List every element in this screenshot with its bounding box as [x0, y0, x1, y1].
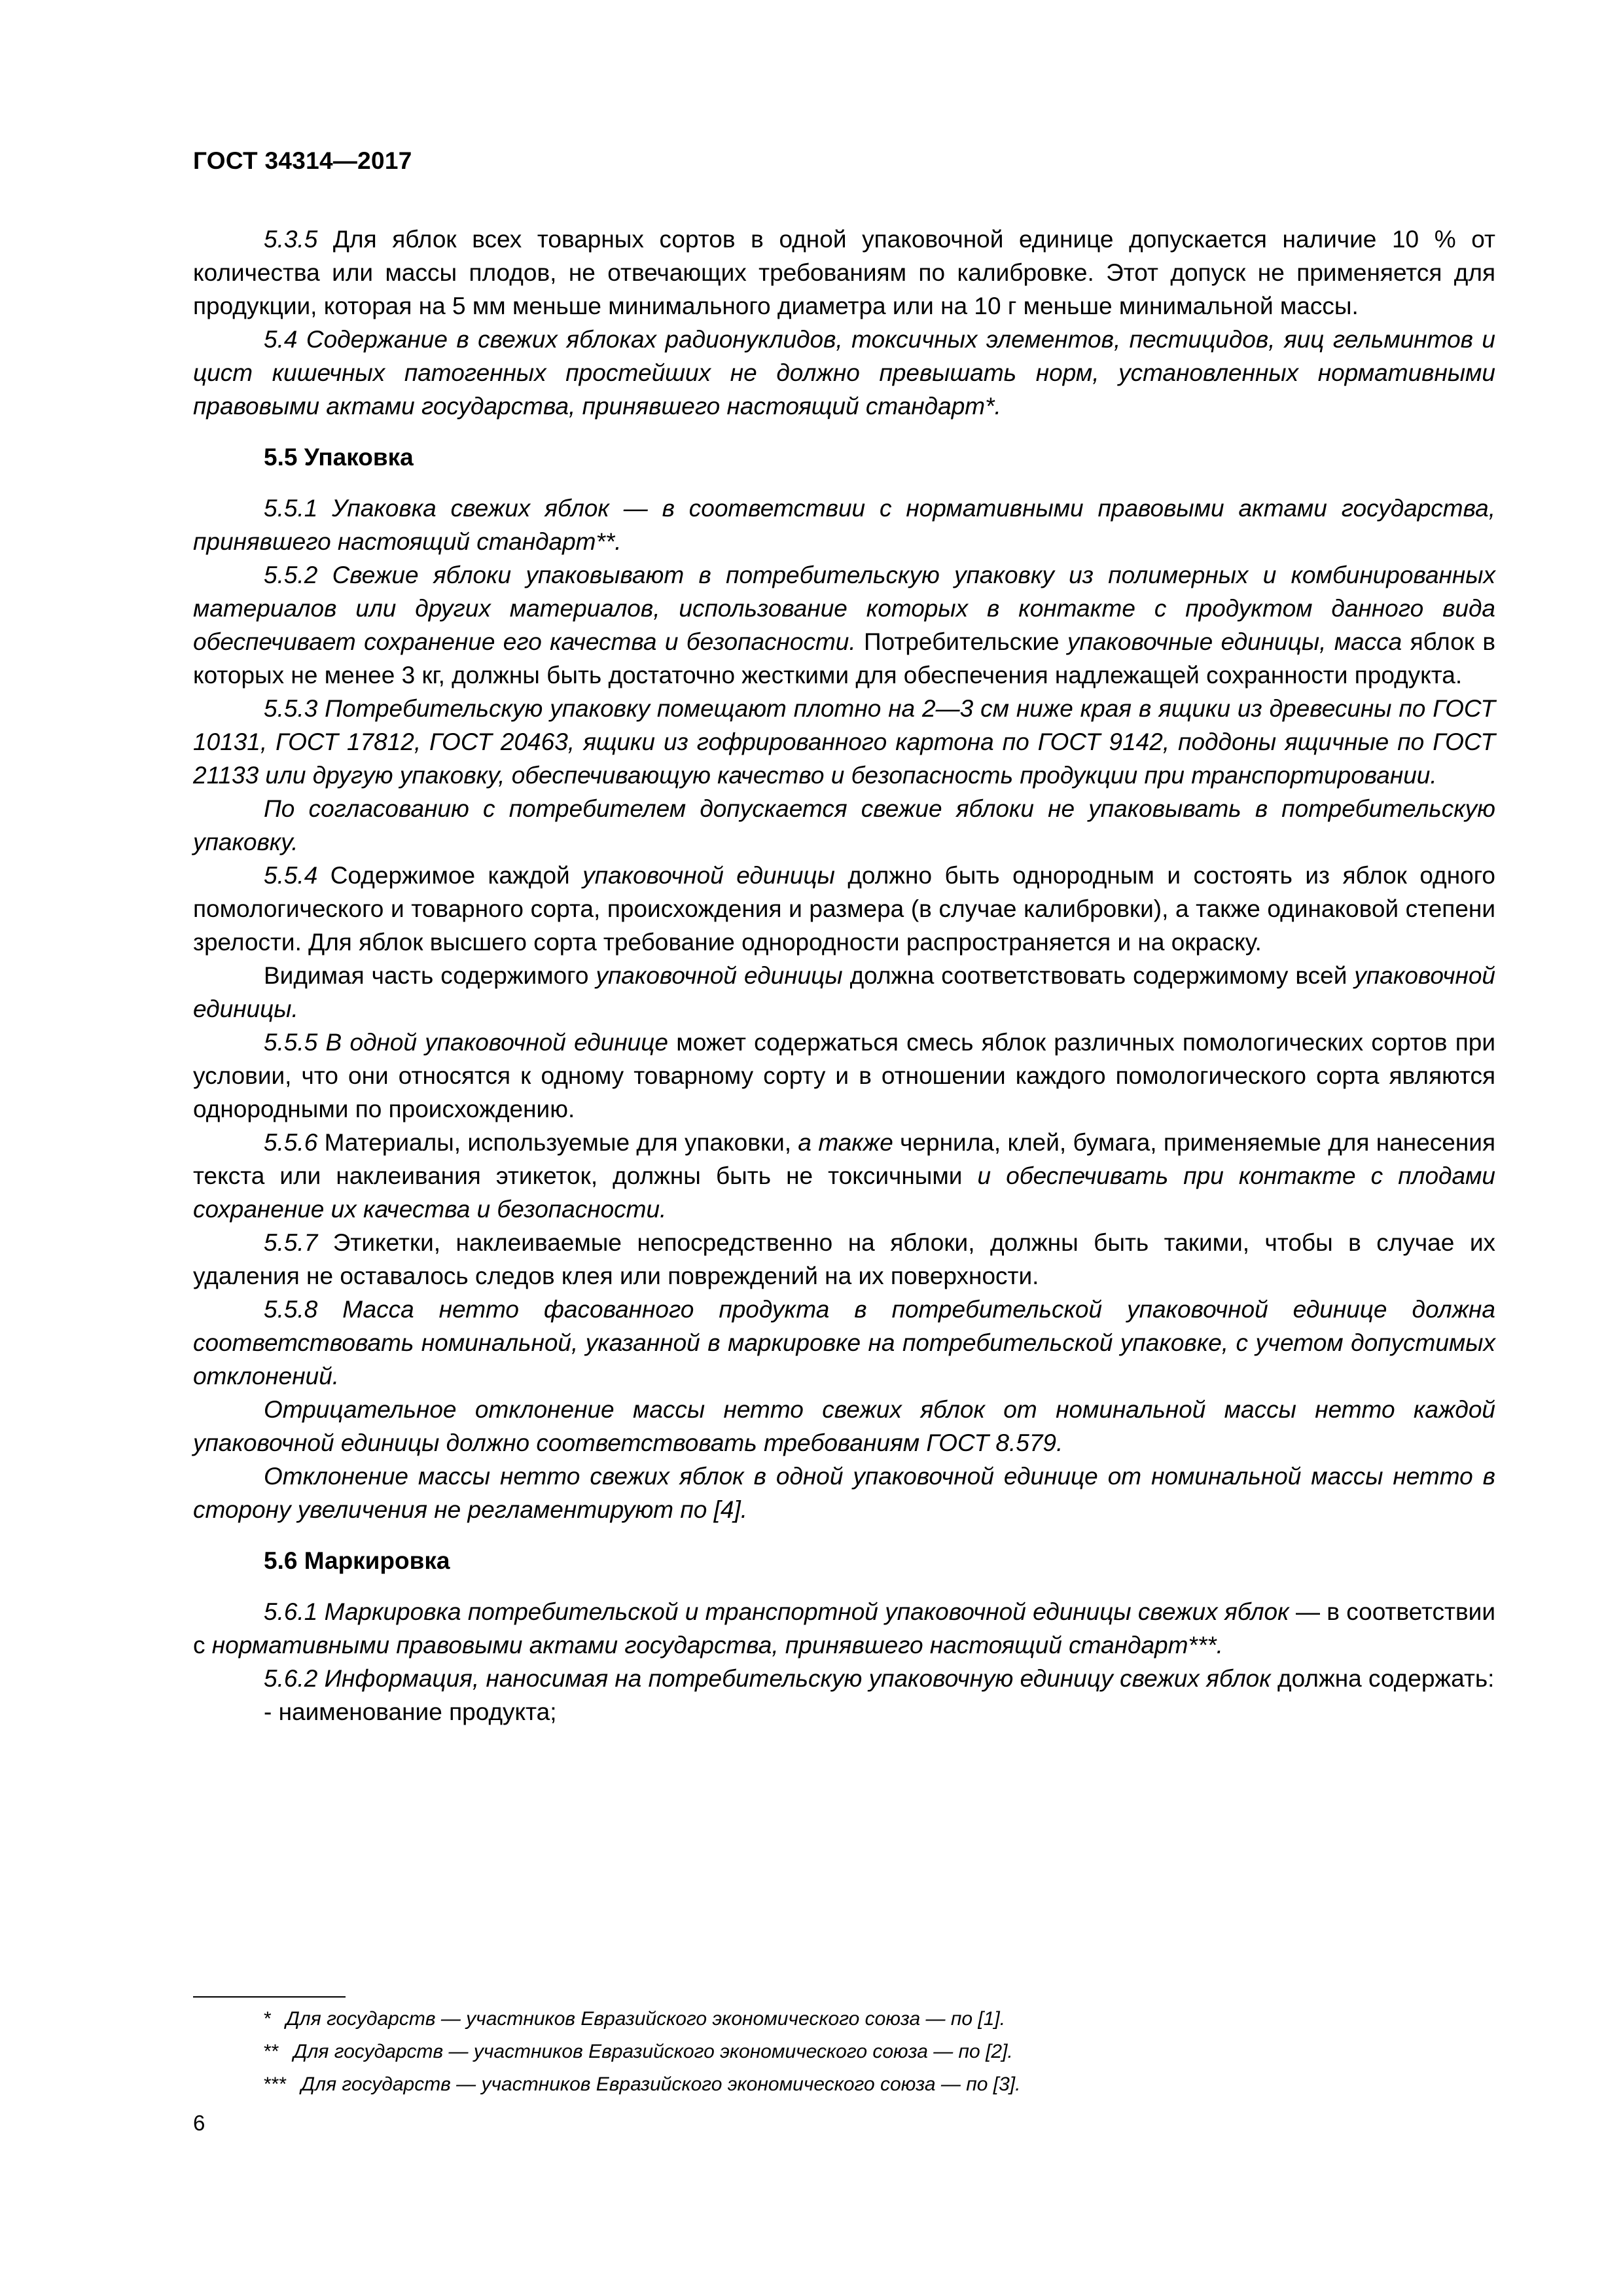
footnotes — [264, 2003, 1020, 2101]
paragraph: 5.5.8 Масса нетто фасованного продукта в потребительской упаковочной единице должна соответствовать номинальной, указанной в маркировке на потребительской упаковке, с учетом допустимых отклонений. — [193, 1296, 1495, 1390]
paragraph: 5.6.1 Маркировка потребительской и транспортной упаковочной единицы свежих яблок — в соответствии с нормативными правовыми актами государства, принявшего настоящий стандарт***. — [193, 1598, 1495, 1659]
footnote — [264, 2068, 1020, 2101]
paragraph: 5.5.2 Свежие яблоки упаковывают в потребительскую упаковку из полимерных и комбинированных материалов или других материалов, использование которых в контакте с продуктом данного вида обеспечивает сохранение его качества и безопасности. Потребительские упаковочные единицы, масса яблок в которых не менее 3 кг, должны быть достаточно жесткими для обеспечения надлежащей сохранности продукта. — [193, 562, 1495, 689]
paragraph: 5.5.1 Упаковка свежих яблок — в соответствии с нормативными правовыми актами государства, принявшего настоящий стандарт**. — [193, 495, 1495, 555]
footnote-mark: *** — [264, 2073, 287, 2095]
paragraph: По согласованию с потребителем допускается свежие яблоки не упаковывать в потребительскую упаковку. — [193, 795, 1495, 855]
footnote-mark: ** — [264, 2041, 279, 2062]
footnote-text: Для государств — участников Евразийского экономического союза — по [1]. — [285, 2008, 1006, 2030]
footnote-text: Для государств — участников Евразийского экономического союза — по [2]. — [293, 2041, 1013, 2062]
paragraph: 5.5.7 Этикетки, наклеиваемые непосредственно на яблоки, должны быть такими, чтобы в случае их удаления не оставалось следов клея или повреждений на их поверхности. — [193, 1229, 1495, 1289]
footnote-text: Для государств — участников Евразийского экономического союза — по [3]. — [301, 2073, 1021, 2095]
document-designation: ГОСТ 34314—2017 — [193, 147, 412, 174]
list-item: - наименование продукта; — [264, 1698, 557, 1725]
footnote — [264, 2036, 1020, 2068]
paragraph: 5.3.5 Для яблок всех товарных сортов в одной упаковочной единице допускается наличие 10 % от количества или массы плодов, не отвечающих требованиям по калибровке. Этот допуск не применяется для продукции, которая на 5 мм меньше минимального диаметра или на 10 г меньше минимальной массы. — [193, 226, 1495, 319]
paragraph: 5.5.6 Материалы, используемые для упаковки, а также чернила, клей, бумага, применяемые для нанесения текста или наклеивания этикеток, должны быть не токсичными и обеспечивать при контакте с плодами сохранение их качества и безопасности. — [193, 1129, 1496, 1223]
footnote — [264, 2003, 1020, 2036]
paragraph: 5.5.4 Содержимое каждой упаковочной единицы должно быть однородным и состоять из яблок одного помологического и товарного сорта, происхождения и размера (в случае калибровки), а также одинаковой степени зрелости. Для яблок высшего сорта требование однородности распространяется и на окраску. — [193, 862, 1495, 956]
section-heading: 5.6 Маркировка — [264, 1547, 450, 1574]
paragraph: 5.4 Содержание в свежих яблоках радионуклидов, токсичных элементов, пестицидов, яиц гельминтов и цист кишечных патогенных простейших не должно превышать норм, установленных нормативными правовыми актами государства, принявшего настоящий стандарт*. — [193, 326, 1495, 420]
paragraph: 5.6.2 Информация, наносимая на потребительскую упаковочную единицу свежих яблок должна содержать: — [264, 1665, 1495, 1692]
paragraph: Отклонение массы нетто свежих яблок в одной упаковочной единице от номинальной массы нетто в сторону увеличения не регламентируют по [4]. — [193, 1463, 1495, 1523]
paragraph: 5.5.3 Потребительскую упаковку помещают плотно на 2—3 см ниже края в ящики из древесины по ГОСТ 10131, ГОСТ 17812, ГОСТ 20463, ящики из гофрированного картона по ГОСТ 9142, поддоны ящичные по ГОСТ 21133 или другую упаковку, обеспечивающую качество и безопасность продукции при транспортировании. — [193, 695, 1495, 789]
footnote-separator — [193, 1996, 346, 1998]
page-number: 6 — [193, 2111, 205, 2135]
paragraph: Видимая часть содержимого упаковочной единицы должна соответствовать содержимому всей упаковочной единицы. — [193, 962, 1495, 1022]
main-text — [193, 223, 1495, 1729]
section-heading: 5.5 Упаковка — [264, 444, 414, 471]
footnote-mark: * — [264, 2008, 272, 2030]
paragraph: Отрицательное отклонение массы нетто свежих яблок от номинальной массы нетто каждой упаковочной единицы должно соответствовать требованиям ГОСТ 8.579. — [193, 1396, 1495, 1456]
paragraph: 5.5.5 В одной упаковочной единице может содержаться смесь яблок различных помологических сортов при условии, что они относятся к одному товарному сорту и в отношении каждого помологического сорта являются однородными по происхождению. — [193, 1029, 1495, 1122]
